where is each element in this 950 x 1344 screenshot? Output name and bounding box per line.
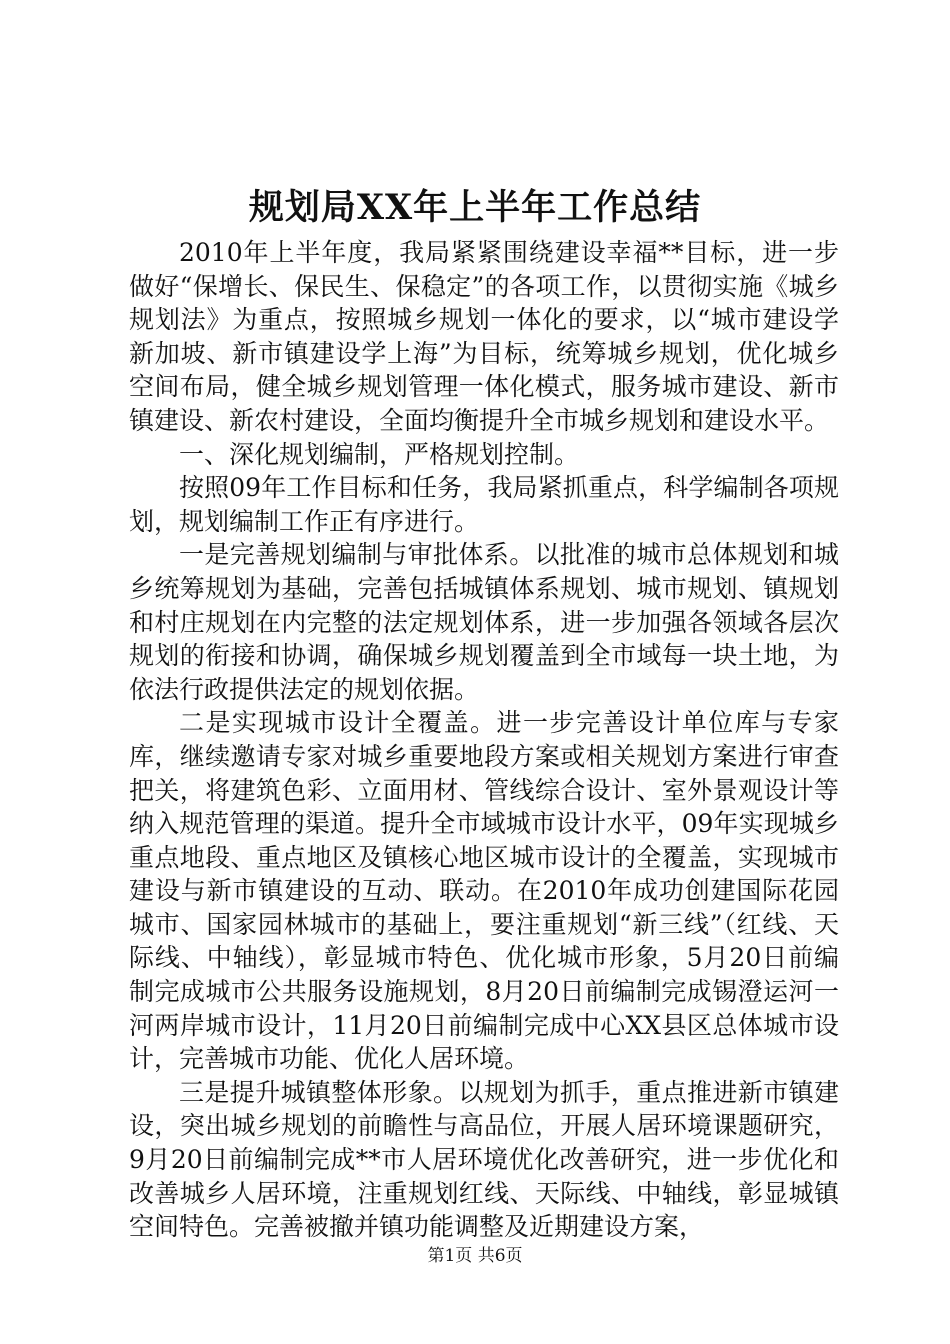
document-title: 规划局XX年上半年工作总结 — [248, 187, 702, 228]
paragraph-section-heading: 一、深化规划编制，严格规划控制。 — [179, 439, 580, 469]
paragraph-item-two: 二是实现城市设计全覆盖。进一步完善设计单位库与专家库，继续邀请专家对城乡重要地段方案或相关规划方案进行审查把关，将建筑色彩、立面用材、管线综合设计、室外景观设计等纳入规范管理的渠道。提升全市域城市设计水平，09年实现城乡重点地段、重点地区及镇核心地区城市设计的全覆盖，实现城市建设与新市镇建设的互动、联动。在2010年成功创建国际花园城市、国家园林城市的基础上，要注重规划“新三线”（红线、天际线、中轴线），彰显城市特色、优化城市形象，5月20日前编制完成城市公共服务设施规划，8月20日前编制完成锡澄运河一河两岸城市设计，11月20日前编制完成中心XX县区总体城市设计，完善城市功能、优化人居环境。 — [129, 708, 839, 1074]
paragraph-item-three: 三是提升城镇整体形象。以规划为抓手，重点推进新市镇建设，突出城乡规划的前瞻性与高品位，开展人居环境课题研究，9月20日前编制完成**市人居环境优化改善研究，进一步优化和改善城乡人居环境，注重规划红线、天际线、中轴线，彰显城镇空间特色。完善被撤并镇功能调整及近期建设方案， — [129, 1077, 839, 1242]
page-footer: 第1页 共6页 — [427, 1246, 523, 1266]
document-body — [129, 236, 839, 1244]
paragraph-item-one: 一是完善规划编制与审批体系。以批准的城市总体规划和城乡统筹规划为基础，完善包括城镇体系规划、城市规划、镇规划和村庄规划在内完整的法定规划体系，进一步加强各领域各层次规划的衔接和协调，确保城乡规划覆盖到全市域每一块土地，为依法行政提供法定的规划依据。 — [129, 540, 839, 704]
paragraph-intro: 2010年上半年度，我局紧紧围绕建设幸福**目标，进一步做好“保增长、保民生、保稳定”的各项工作，以贯彻实施《城乡规划法》为重点，按照城乡规划一体化的要求，以“城市建设学新加坡、新市镇建设学上海”为目标，统筹城乡规划，优化城乡空间布局，健全城乡规划管理一体化模式，服务城市建设、新市镇建设、新农村建设，全面均衡提升全市城乡规划和建设水平。 — [129, 238, 839, 435]
paragraph-section-intro: 按照09年工作目标和任务，我局紧抓重点，科学编制各项规划，规划编制工作正有序进行。 — [129, 473, 839, 536]
